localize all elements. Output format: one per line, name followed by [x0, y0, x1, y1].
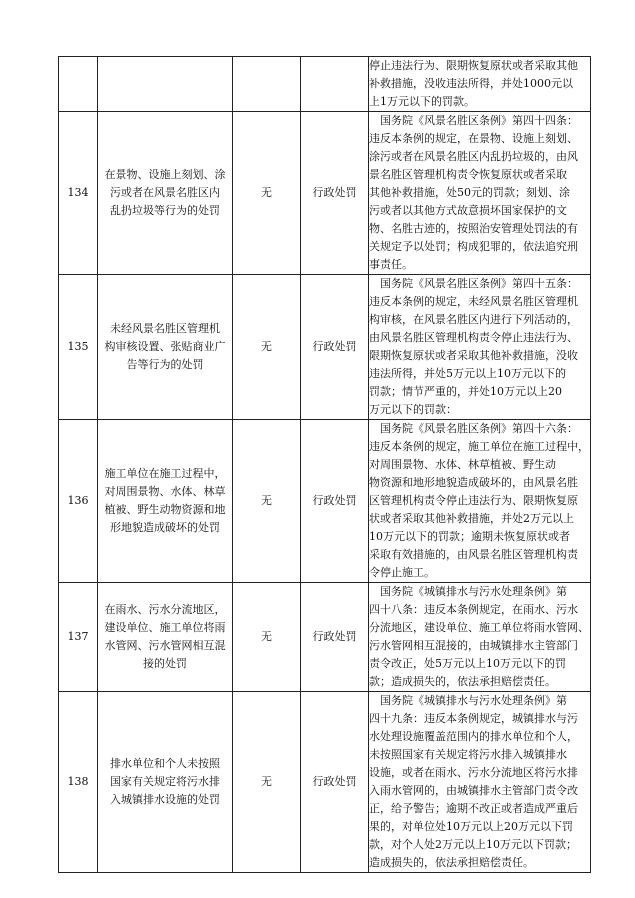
legal-basis-line: 采取有效措施的，由风景名胜区管理机构责: [369, 548, 578, 561]
item-name-line: 形地貌造成破坏的处罚: [110, 521, 220, 534]
legal-basis-line: 违反本条例的规定，在景物、设施上刻划、: [369, 132, 578, 145]
legal-basis-line: 状或者采取其他补救措施，并处2万元以上: [369, 512, 574, 525]
sub-item-cell: 无: [233, 420, 301, 583]
sub-item-cell: 无: [233, 692, 301, 873]
legal-basis-line: 补救措施，没收违法所得，并处1000元以: [369, 77, 573, 90]
legal-basis-line: 对周围景物、水体、林草植被、野生动: [369, 458, 556, 471]
legal-basis-line: 万元以下的罚款：: [369, 403, 457, 416]
item-number-cell: 136: [59, 420, 98, 583]
legal-basis-line: 款，对个人处2万元以上10万元以下罚款；: [369, 838, 577, 851]
legal-basis-line: 违法所得，并处5万元以上10万元以下的: [369, 367, 566, 380]
item-name-line: 国家有关规定将污水排: [110, 775, 220, 788]
legal-basis-line: 限期恢复原状或者采取其他补救措施，没收: [369, 349, 578, 362]
sub-item-cell: [233, 57, 301, 112]
power-type-cell: 行政处罚: [301, 583, 369, 692]
legal-basis-line: 违反本条例的规定，施工单位在施工过程中，: [369, 440, 589, 453]
power-type-cell: 行政处罚: [301, 692, 369, 873]
table-body: [59, 57, 591, 873]
item-name-line: 乱扔垃圾等行为的处罚: [110, 204, 220, 217]
legal-basis-line: 违反本条例的规定，未经风景名胜区管理机: [369, 295, 578, 308]
legal-basis-line: 停止违法行为、限期恢复原状或者采取其他: [369, 59, 578, 72]
legal-basis-line: 构审核，在风景名胜区内进行下列活动的，: [369, 313, 578, 326]
item-name-cell: [98, 57, 233, 112]
table-row: [59, 692, 591, 873]
legal-basis-line: 罚款；情节严重的，并处10万元以上20: [369, 385, 562, 398]
table-row: [59, 112, 591, 275]
legal-basis-line: 由风景名胜区管理机构责令停止违法行为、: [369, 331, 578, 344]
sub-item-cell: 无: [233, 583, 301, 692]
legal-basis-line: 区管理机构责令停止违法行为、限期恢复原: [369, 494, 578, 507]
item-number-cell: 134: [59, 112, 98, 275]
item-name-line: 告等行为的处罚: [126, 358, 204, 371]
legal-basis-line: 污水管网相互混接的，由城镇排水主管部门: [369, 639, 578, 652]
legal-basis-line: 四十九条：违反本条例规定，城镇排水与污: [369, 712, 578, 725]
table-row: [59, 420, 591, 583]
item-name-line: 接的处罚: [143, 657, 187, 670]
item-name-line: 排水单位和个人未按照: [110, 757, 220, 770]
legal-basis-line: 水处理设施覆盖范围内的排水单位和个人，: [369, 730, 578, 743]
item-name-cell: [98, 583, 233, 692]
legal-basis-cell: [369, 57, 591, 112]
item-name-cell: [98, 692, 233, 873]
legal-basis-line: 未按照国家有关规定将污水排入城镇排水: [369, 748, 567, 761]
item-name-line: 对周围景物、水体、林草: [104, 485, 226, 498]
power-type-cell: 行政处罚: [301, 420, 369, 583]
item-name-line: 未经风景名胜区管理机: [110, 322, 220, 335]
legal-basis-line: 果的，对单位处10万元以上20万元以下罚: [369, 820, 573, 833]
item-name-line: 植被、野生动物资源和地: [104, 503, 226, 516]
item-name-cell: [98, 112, 233, 275]
item-name-line: 施工单位在施工过程中，: [104, 467, 226, 480]
item-name-line: 建设单位、施工单位将雨: [104, 621, 226, 634]
item-name-line: 污或者在风景名胜区内: [110, 186, 220, 199]
legal-basis-line: 款；造成损失的，依法承担赔偿责任。: [369, 675, 556, 688]
table-row: [59, 583, 591, 692]
item-name-line: 入城镇排水设施的处罚: [110, 793, 220, 806]
legal-basis-line: 10万元以下的罚款；逾期未恢复原状或者: [369, 530, 570, 543]
power-type-cell: 行政处罚: [301, 112, 369, 275]
item-name-line: 在雨水、污水分流地区，: [104, 603, 226, 616]
legal-basis-cell: [369, 583, 591, 692]
penalty-items-table: [58, 56, 591, 873]
legal-basis-line: 入雨水管网的，由城镇排水主管部门责令改: [369, 784, 578, 797]
legal-basis-line: 国务院《风景名胜区条例》第四十六条：: [369, 422, 578, 435]
legal-basis-line: 国务院《风景名胜区条例》第四十五条：: [369, 277, 578, 290]
item-name-cell: [98, 420, 233, 583]
legal-basis-line: 国务院《风景名胜区条例》第四十四条：: [369, 114, 578, 127]
legal-basis-cell: [369, 692, 591, 873]
legal-basis-line: 景名胜区管理机构责令恢复原状或者采取: [369, 168, 567, 181]
power-type-cell: 行政处罚: [301, 275, 369, 420]
item-name-line: 构审核设置、张贴商业广: [104, 340, 226, 353]
item-number-cell: 137: [59, 583, 98, 692]
legal-basis-cell: [369, 420, 591, 583]
legal-basis-line: 责令改正，处5万元以上10万元以下的罚: [369, 657, 566, 670]
legal-basis-line: 正，给予警告；逾期不改正或者造成严重后: [369, 802, 578, 815]
legal-basis-line: 国务院《城镇排水与污水处理条例》第: [369, 694, 567, 707]
legal-basis-cell: [369, 275, 591, 420]
item-number-cell: 138: [59, 692, 98, 873]
legal-basis-line: 令停止施工。: [369, 566, 435, 579]
legal-basis-line: 分流地区，建设单位、施工单位将雨水管网、: [369, 621, 589, 634]
legal-basis-line: 物资源和地形地貌造成破坏的，由风景名胜: [369, 476, 578, 489]
item-number-cell: [59, 57, 98, 112]
legal-basis-line: 设施，或者在雨水、污水分流地区将污水排: [369, 766, 578, 779]
table-row: [59, 57, 591, 112]
sub-item-cell: 无: [233, 112, 301, 275]
legal-basis-line: 关规定予以处罚；构成犯罪的，依法追究刑: [369, 240, 578, 253]
item-name-line: 水管网、污水管网相互混: [104, 639, 226, 652]
legal-basis-cell: [369, 112, 591, 275]
power-type-cell: [301, 57, 369, 112]
sub-item-cell: 无: [233, 275, 301, 420]
legal-basis-line: 涂污或者在风景名胜区内乱扔垃圾的，由风: [369, 150, 578, 163]
legal-basis-line: 国务院《城镇排水与污水处理条例》第: [369, 585, 567, 598]
legal-basis-line: 造成损失的，依法承担赔偿责任。: [369, 856, 534, 869]
legal-basis-line: 其他补救措施，处50元的罚款；刻划、涂: [369, 186, 570, 199]
item-name-line: 在景物、设施上刻划、涂: [104, 168, 226, 181]
legal-basis-line: 上1万元以下的罚款。: [369, 95, 475, 108]
table-row: [59, 275, 591, 420]
item-name-cell: [98, 275, 233, 420]
legal-basis-line: 污或者以其他方式故意损坏国家保护的文: [369, 204, 567, 217]
legal-basis-line: 四十八条：违反本条例规定，在雨水、污水: [369, 603, 578, 616]
item-number-cell: 135: [59, 275, 98, 420]
legal-basis-line: 物、名胜古迹的，按照治安管理处罚法的有: [369, 222, 578, 235]
legal-basis-line: 事责任。: [369, 258, 413, 271]
